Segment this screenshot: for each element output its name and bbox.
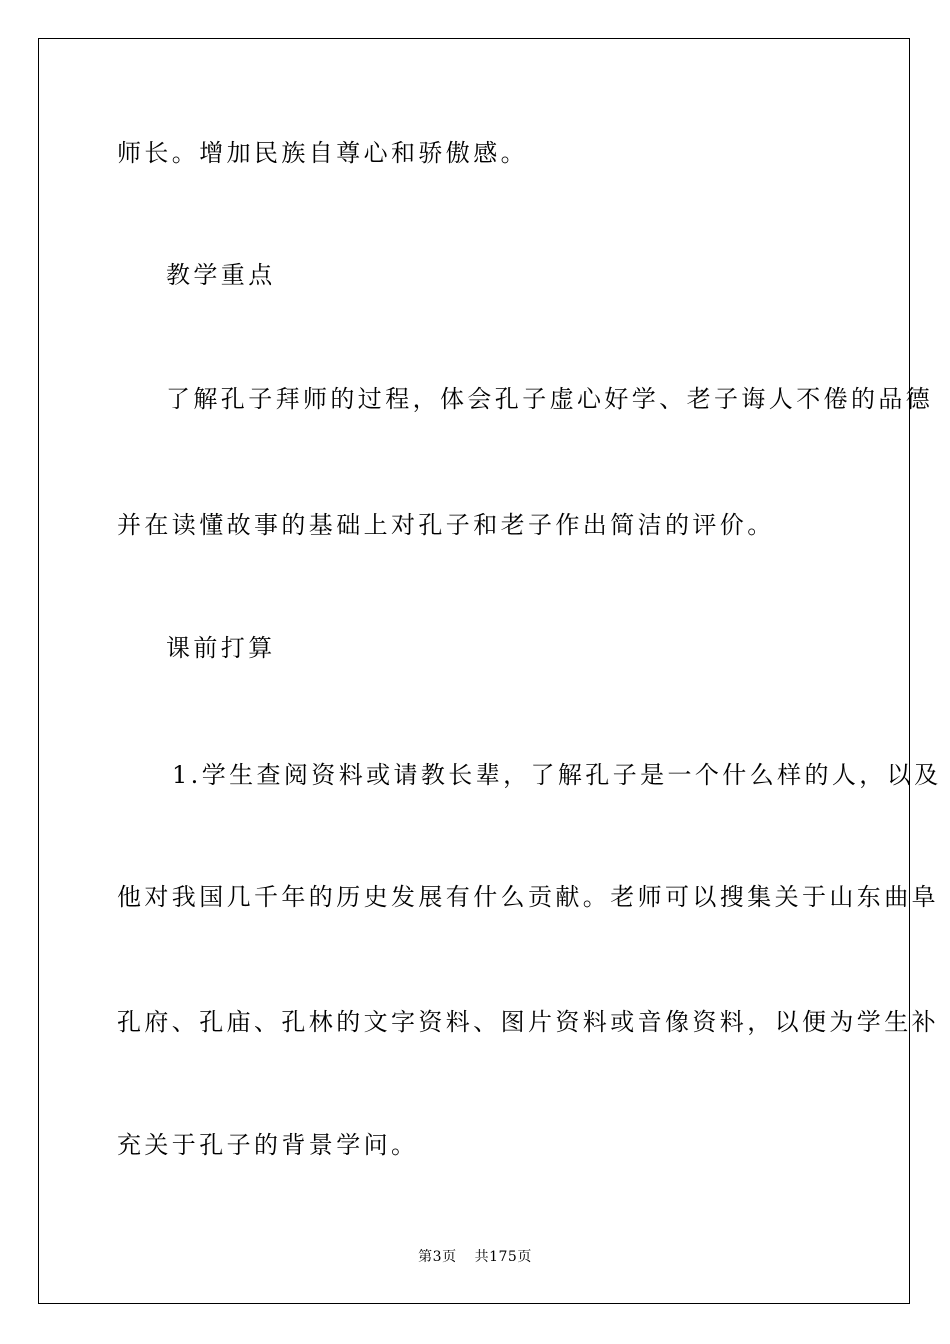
page-border — [38, 38, 910, 1304]
paragraph-line: 师长。增加民族自尊心和骄傲感。 — [117, 139, 528, 167]
paragraph-line: 充关于孔子的背景学问。 — [117, 1131, 419, 1159]
paragraph-line: 并在读懂故事的基础上对孔子和老子作出简洁的评价。 — [117, 511, 775, 539]
paragraph-line: 1.学生查阅资料或请教长辈，了解孔子是一个什么样的人，以及 — [172, 761, 942, 789]
paragraph-line: 了解孔子拜师的过程，体会孔子虚心好学、老子诲人不倦的品德 — [166, 385, 934, 413]
page-footer — [0, 1248, 950, 1266]
paragraph-line: 孔府、孔庙、孔林的文字资料、图片资料或音像资料，以便为学生补 — [117, 1008, 939, 1036]
page-number: 第3页 — [418, 1249, 457, 1265]
paragraph-line: 他对我国几千年的历史发展有什么贡献。老师可以搜集关于山东曲阜 — [117, 883, 939, 911]
section-heading-teaching-focus: 教学重点 — [166, 261, 276, 289]
section-heading-preparation: 课前打算 — [166, 634, 276, 662]
page-total: 共175页 — [474, 1249, 532, 1265]
